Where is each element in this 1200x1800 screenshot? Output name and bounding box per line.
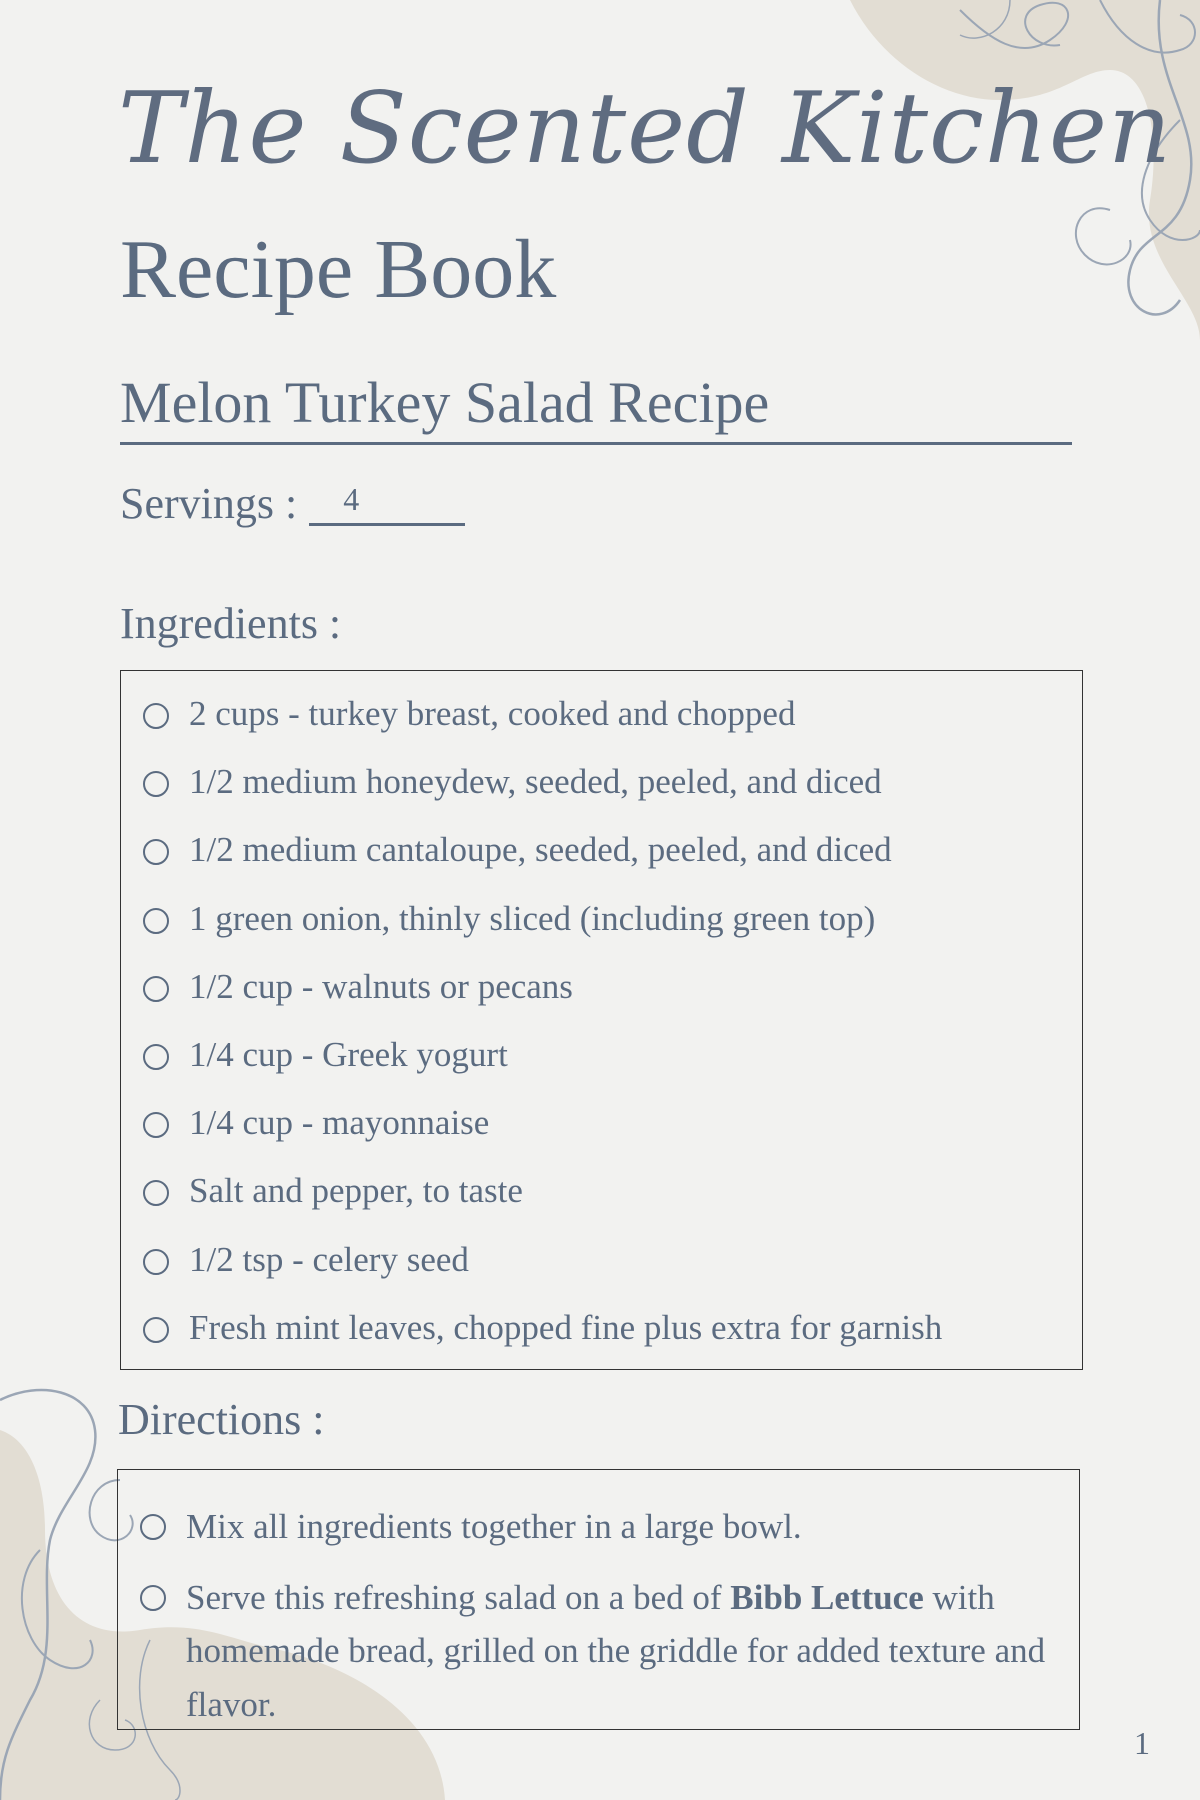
bullet-circle-icon — [143, 1317, 169, 1343]
ingredient-text: 1/2 medium cantaloupe, seeded, peeled, and diced — [189, 830, 892, 870]
servings-value: 4 — [309, 483, 465, 526]
ingredient-item — [143, 1032, 1082, 1100]
ingredients-list — [120, 670, 1083, 1370]
ingredient-item — [143, 1100, 1082, 1168]
ingredient-text: 1/4 cup - Greek yogurt — [189, 1034, 508, 1074]
ingredient-text: 2 cups - turkey breast, cooked and chopped — [189, 694, 796, 733]
bullet-circle-icon — [143, 1044, 169, 1070]
ingredients-heading: Ingredients : — [120, 599, 342, 648]
ingredient-item — [143, 691, 1082, 759]
bullet-circle-icon — [143, 839, 169, 865]
ingredient-text: 1/4 cup - mayonnaise — [189, 1103, 490, 1143]
bullet-circle-icon — [143, 976, 169, 1002]
ingredient-item — [143, 759, 1082, 827]
ingredient-text: 1/2 cup - walnuts or pecans — [189, 966, 573, 1006]
direction-text-part: with homemade bread, grilled on the griddle for added texture and flavor. — [186, 1578, 1046, 1724]
bullet-circle-icon — [140, 1514, 166, 1540]
ingredient-text: 1/2 tsp - celery seed — [189, 1239, 469, 1279]
direction-text-part: Serve this refreshing salad on a bed of — [186, 1578, 731, 1618]
ingredient-item — [143, 827, 1082, 895]
direction-text — [186, 1571, 1066, 1731]
ingredient-item — [143, 1237, 1082, 1305]
page-number: 1 — [1134, 1725, 1150, 1761]
servings-row — [120, 479, 465, 528]
bullet-circle-icon — [143, 908, 169, 934]
bullet-circle-icon — [143, 1180, 169, 1206]
servings-label: Servings : — [120, 479, 298, 528]
ingredient-text: 1 green onion, thinly sliced (including green top) — [189, 898, 876, 938]
corner-decoration-top-right — [680, 0, 1200, 420]
bullet-circle-icon — [143, 703, 169, 729]
ingredient-item — [143, 1305, 1082, 1373]
ingredient-item — [143, 1168, 1082, 1236]
book-script-title: The Scented Kitchen — [118, 72, 1173, 186]
bullet-circle-icon — [143, 1112, 169, 1138]
recipe-title: Melon Turkey Salad Recipe — [120, 374, 1072, 445]
ingredient-item — [143, 964, 1082, 1032]
ingredient-item — [143, 896, 1082, 964]
direction-text: Mix all ingredients together in a large bowl. — [186, 1507, 802, 1546]
book-subtitle: Recipe Book — [120, 223, 557, 316]
bullet-circle-icon — [140, 1585, 166, 1611]
direction-highlight: Bibb Lettuce — [730, 1578, 924, 1618]
ingredient-text: Salt and pepper, to taste — [189, 1171, 523, 1211]
direction-step — [140, 1571, 1079, 1731]
directions-list — [117, 1469, 1080, 1730]
ingredient-text: 1/2 medium honeydew, seeded, peeled, and diced — [189, 762, 882, 802]
directions-heading: Directions : — [118, 1395, 325, 1444]
direction-step — [140, 1500, 1079, 1553]
bullet-circle-icon — [143, 1249, 169, 1275]
ingredient-text: Fresh mint leaves, chopped fine plus extra for garnish — [189, 1307, 943, 1347]
bullet-circle-icon — [143, 771, 169, 797]
